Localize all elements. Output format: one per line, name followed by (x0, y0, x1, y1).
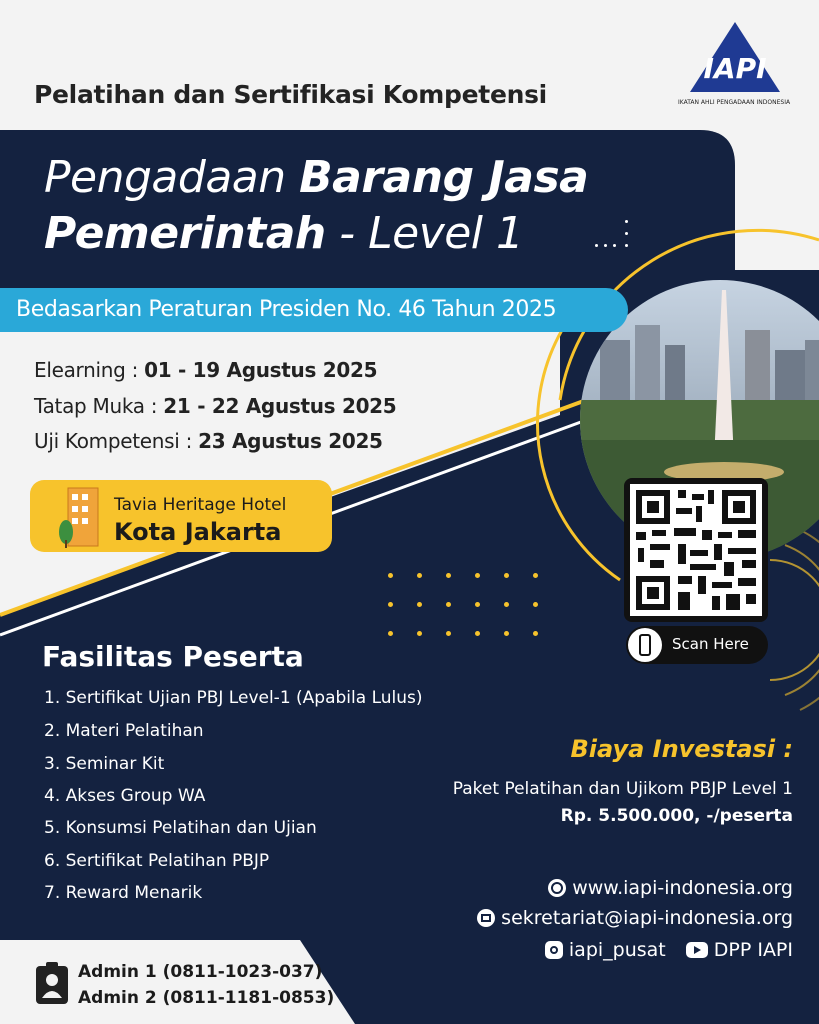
venue-city: Kota Jakarta (114, 518, 282, 546)
venue-name: Tavia Heritage Hotel (114, 495, 287, 515)
qr-code-icon[interactable] (624, 478, 768, 622)
schedule-label: Tatap Muka : (34, 394, 164, 418)
schedule-uji-kompetensi (34, 429, 383, 453)
iapi-logo (688, 20, 783, 95)
page-title (44, 150, 588, 262)
logo-caption: IKATAN AHLI PENGADAAN INDONESIA (678, 99, 791, 106)
decor-dots (595, 220, 635, 260)
schedule-value: 21 - 22 Agustus 2025 (163, 394, 397, 418)
facilities-title: Fasilitas Peserta (42, 640, 304, 673)
regulation-banner: Bedasarkan Peraturan Presiden No. 46 Tahun 2025 (0, 288, 628, 332)
schedule-label: Elearning : (34, 358, 145, 382)
schedule-tatap-muka (34, 394, 396, 418)
facility-item: 4. Akses Group WA (44, 786, 206, 806)
facility-item: 7. Reward Menarik (44, 883, 203, 903)
website-link[interactable] (548, 877, 793, 899)
facility-item: 3. Seminar Kit (44, 754, 165, 774)
youtube-icon[interactable] (686, 942, 708, 958)
title-part: Barang Jasa (299, 152, 589, 203)
email-link[interactable] (477, 907, 793, 929)
svg-text:IAPI: IAPI (703, 52, 767, 85)
instagram-icon[interactable] (545, 941, 563, 959)
schedule-value: 23 Agustus 2025 (198, 429, 383, 453)
contact-card-icon (34, 962, 70, 1006)
phone-icon (628, 628, 662, 662)
schedule-label: Uji Kompetensi : (34, 429, 199, 453)
facility-item: 5. Konsumsi Pelatihan dan Ujian (44, 818, 317, 838)
globe-icon (548, 879, 566, 897)
website-text: www.iapi-indonesia.org (572, 877, 793, 899)
investment-title: Biaya Investasi : (570, 735, 793, 763)
facility-item: 2. Materi Pelatihan (44, 721, 204, 741)
social-links (545, 939, 793, 961)
admin-contact[interactable]: Admin 2 (0811-1181-0853) (78, 988, 335, 1008)
page-subtitle: Pelatihan dan Sertifikasi Kompetensi (34, 80, 547, 109)
investment-price: Rp. 5.500.000, -/peserta (560, 806, 793, 826)
investment-package: Paket Pelatihan dan Ujikom PBJP Level 1 (452, 779, 793, 799)
title-part: Pengadaan (44, 152, 300, 203)
admin-contact[interactable]: Admin 1 (0811-1023-037) (78, 962, 323, 982)
facility-item: 6. Sertifikat Pelatihan PBJP (44, 851, 270, 871)
decor-dot-grid (388, 573, 538, 637)
schedule-value: 01 - 19 Agustus 2025 (144, 358, 378, 382)
scan-here-label: Scan Here (672, 635, 749, 653)
instagram-text[interactable]: iapi_pusat (568, 939, 666, 961)
email-text: sekretariat@iapi-indonesia.org (501, 907, 793, 929)
mail-icon (477, 909, 495, 927)
title-part: Pemerintah (44, 208, 326, 259)
youtube-text[interactable]: DPP IAPI (713, 939, 793, 961)
schedule-elearning (34, 358, 377, 382)
title-part: - Level 1 (325, 208, 524, 259)
hotel-building-icon (58, 484, 106, 550)
facility-item: 1. Sertifikat Ujian PBJ Level-1 (Apabila Lulus) (44, 688, 423, 708)
